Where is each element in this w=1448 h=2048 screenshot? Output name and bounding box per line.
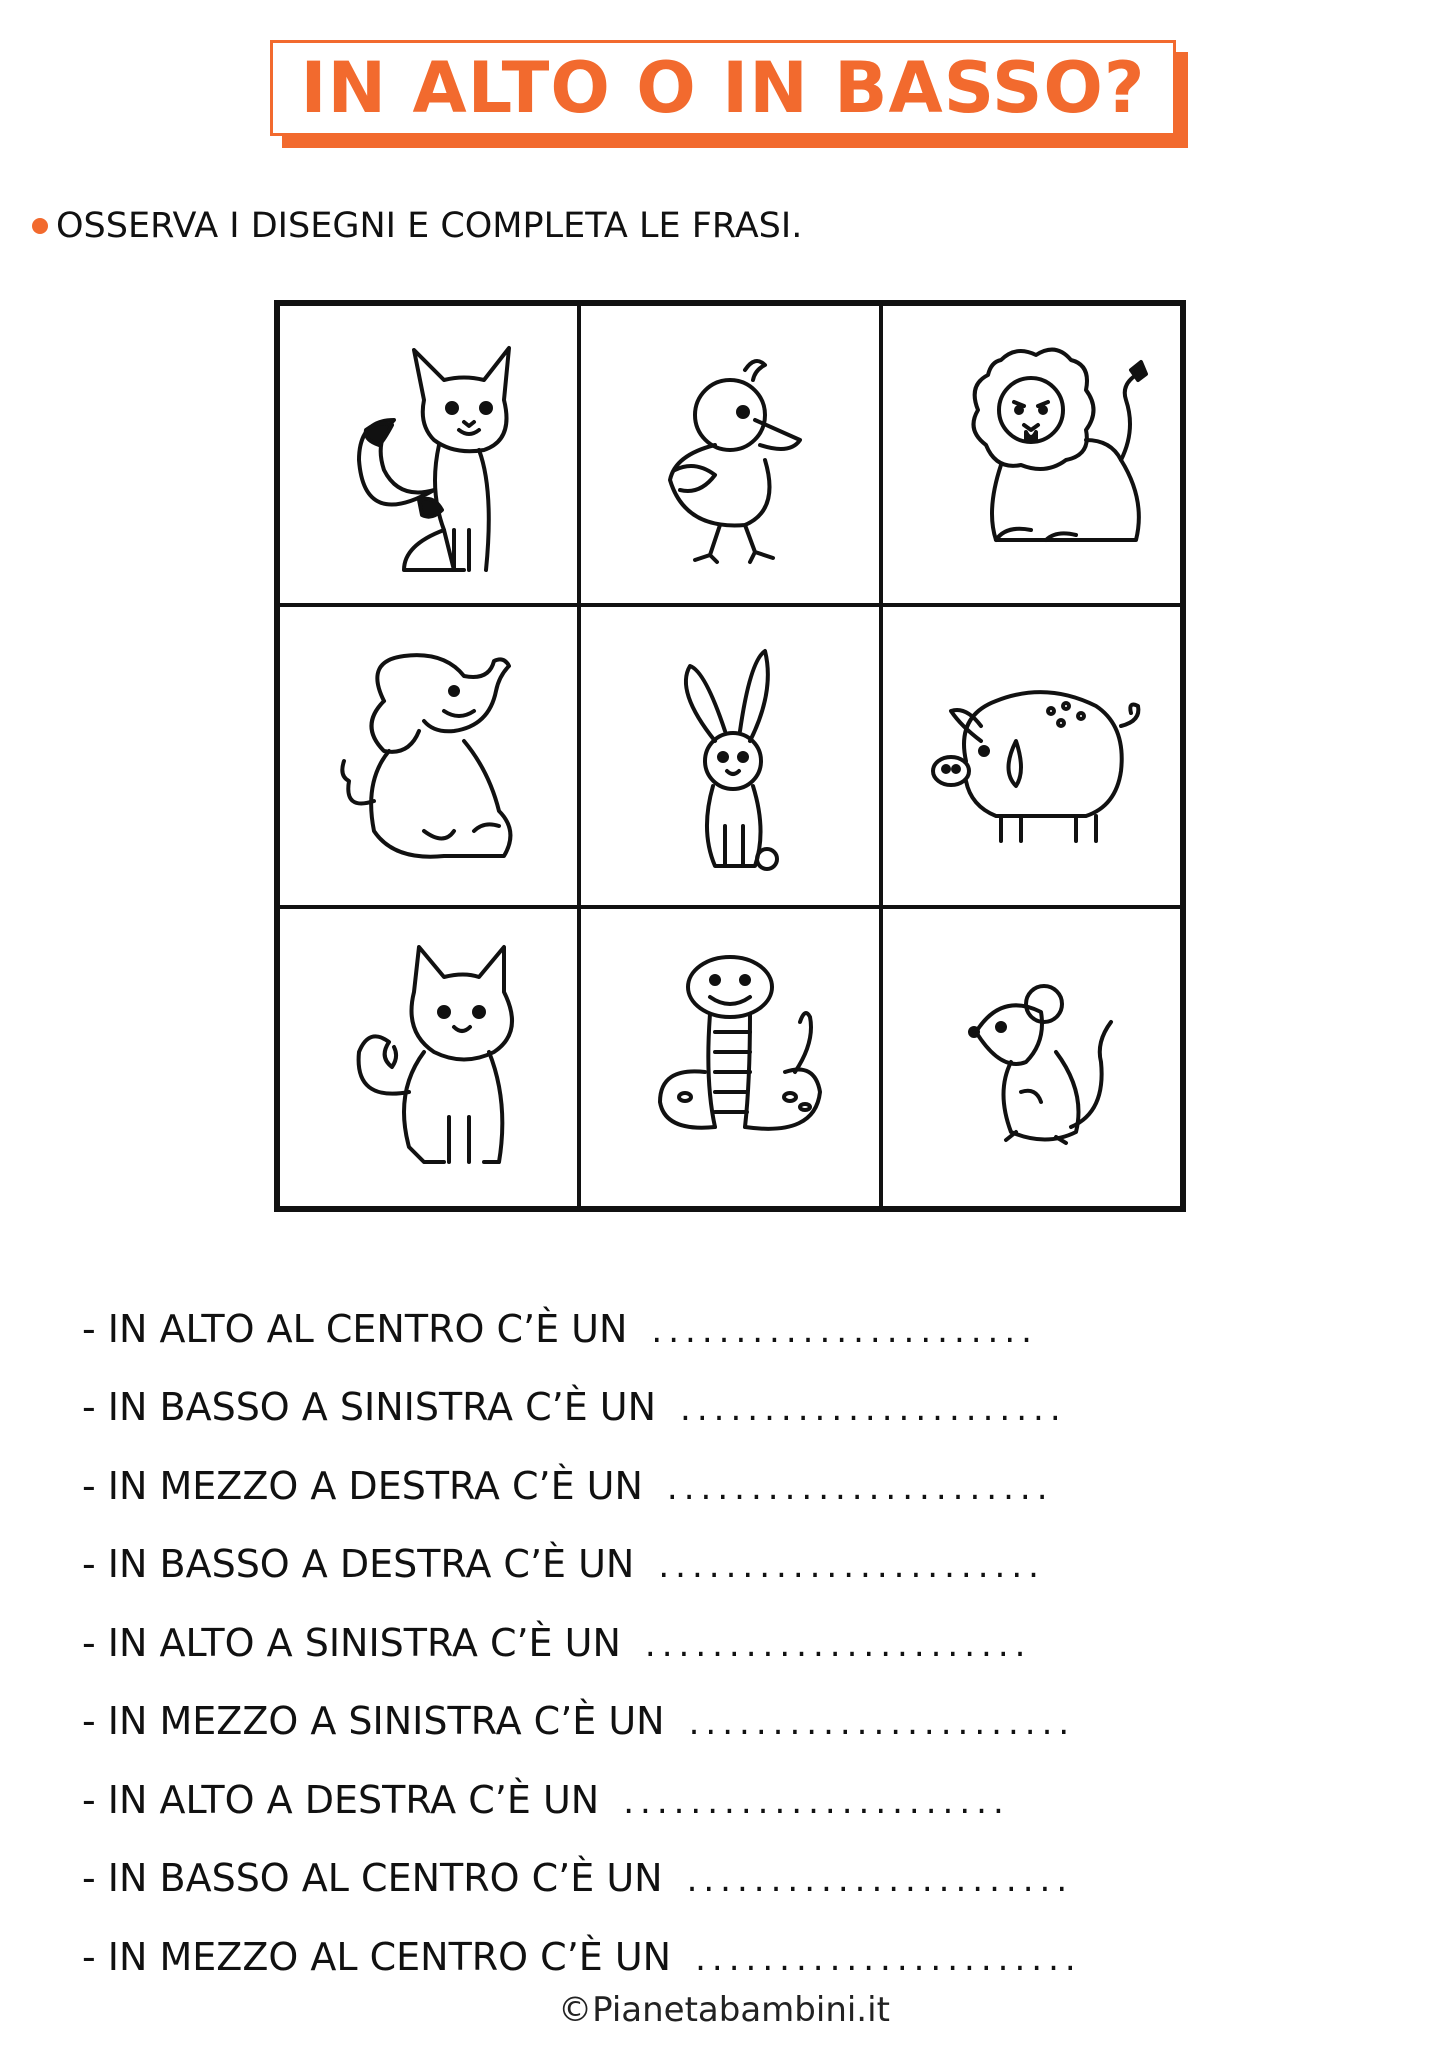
- sentence-5: [82, 1586, 1082, 1665]
- grid-cell-top-left: [278, 304, 579, 605]
- sentence-8: [82, 1822, 1082, 1901]
- grid-cell-bottom-left: [278, 907, 579, 1208]
- dog-icon: [304, 932, 554, 1182]
- answer-blank[interactable]: .......................: [688, 1703, 1076, 1743]
- answer-blank[interactable]: .......................: [666, 1467, 1054, 1508]
- grid-cell-top-right: [881, 304, 1182, 605]
- page-title: IN ALTO O IN BASSO?: [300, 47, 1146, 129]
- sentence-text: - IN BASSO AL CENTRO C’È UN: [82, 1856, 663, 1900]
- sentence-1: [82, 1272, 1082, 1351]
- sentence-text: - IN BASSO A SINISTRA C’È UN: [82, 1385, 657, 1429]
- answer-blank[interactable]: .......................: [658, 1546, 1045, 1586]
- animal-grid: [274, 300, 1186, 1212]
- rabbit-icon: [605, 631, 855, 881]
- answer-blank[interactable]: .......................: [644, 1624, 1032, 1665]
- title-banner: [270, 40, 1188, 148]
- instruction: [32, 206, 802, 246]
- grid-cell-middle-right: [881, 605, 1182, 906]
- sentence-4: [82, 1508, 1082, 1587]
- answer-blank[interactable]: .......................: [623, 1781, 1010, 1822]
- sentence-3: [82, 1429, 1082, 1508]
- grid-cell-bottom-right: [881, 907, 1182, 1208]
- bullet-icon: [32, 218, 48, 234]
- grid-cell-top-center: [579, 304, 880, 605]
- sentence-text: - IN BASSO A DESTRA C’È UN: [82, 1542, 635, 1586]
- sentence-9: [82, 1900, 1082, 1979]
- grid-cell-bottom-center: [579, 907, 880, 1208]
- sentence-list: [82, 1272, 1082, 1979]
- mouse-icon: [906, 932, 1156, 1182]
- sentence-text: - IN MEZZO A SINISTRA C’È UN: [82, 1699, 665, 1743]
- elephant-icon: [304, 631, 554, 881]
- sentence-text: - IN ALTO AL CENTRO C’È UN: [82, 1306, 628, 1351]
- lion-icon: [906, 330, 1156, 580]
- sentence-text: - IN ALTO A SINISTRA C’È UN: [82, 1620, 621, 1665]
- snake-icon: [605, 932, 855, 1182]
- sentence-text: - IN MEZZO AL CENTRO C’È UN: [82, 1934, 672, 1979]
- answer-blank[interactable]: .......................: [651, 1310, 1038, 1351]
- duck-icon: [605, 330, 855, 580]
- title-box: [270, 40, 1176, 136]
- sentence-2: [82, 1351, 1082, 1430]
- sentence-text: - IN ALTO A DESTRA C’È UN: [82, 1777, 600, 1822]
- sentence-text: - IN MEZZO A DESTRA C’È UN: [82, 1463, 643, 1508]
- sentence-6: [82, 1665, 1082, 1744]
- answer-blank[interactable]: .......................: [686, 1860, 1074, 1900]
- answer-blank[interactable]: .......................: [680, 1389, 1067, 1429]
- pig-icon: [906, 631, 1156, 881]
- footer-credit: ©Pianetabambini.it: [558, 1990, 890, 2030]
- grid-cell-middle-center: [579, 605, 880, 906]
- answer-blank[interactable]: .......................: [695, 1938, 1082, 1979]
- instruction-text: OSSERVA I DISEGNI E COMPLETA LE FRASI.: [56, 206, 803, 246]
- cat-icon: [304, 330, 554, 580]
- sentence-7: [82, 1743, 1082, 1822]
- grid-cell-middle-left: [278, 605, 579, 906]
